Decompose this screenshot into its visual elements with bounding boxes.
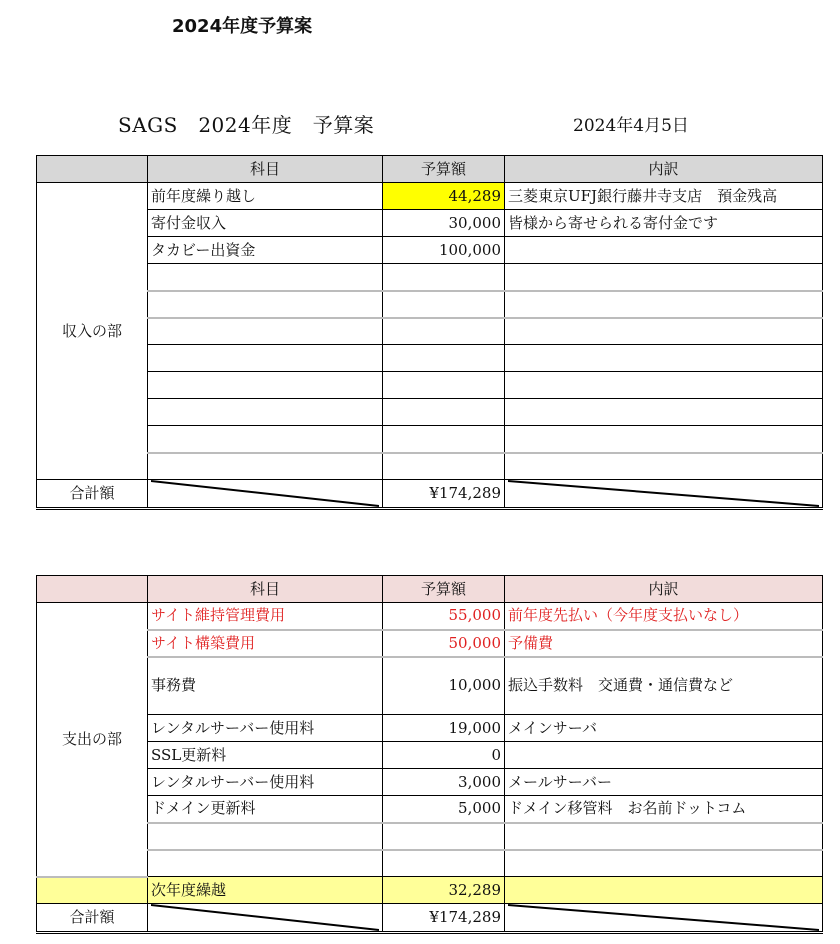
item-cell[interactable] (148, 291, 383, 318)
detail-cell[interactable] (505, 237, 823, 264)
amount-cell[interactable]: 50,000 (383, 630, 505, 657)
carryover-amount[interactable]: 32,289 (383, 877, 505, 904)
detail-cell[interactable] (505, 453, 823, 480)
diagonal-strike-cell (148, 904, 383, 933)
amount-cell[interactable]: 30,000 (383, 210, 505, 237)
item-cell[interactable]: サイト維持管理費用 (148, 603, 383, 630)
table-row (37, 657, 823, 715)
carryover-detail[interactable] (505, 877, 823, 904)
amount-cell[interactable] (383, 850, 505, 877)
carryover-item[interactable]: 次年度繰越 (148, 877, 383, 904)
expense-header-row (37, 576, 823, 603)
expense-total-label: 合計額 (37, 904, 148, 933)
detail-cell[interactable]: 皆様から寄せられる寄付金です (505, 210, 823, 237)
expense-total-amount: ¥174,289 (383, 904, 505, 933)
header-corner-cell (37, 156, 148, 183)
item-cell[interactable] (148, 426, 383, 453)
header-item: 科目 (148, 576, 383, 603)
item-cell[interactable] (148, 345, 383, 372)
item-cell[interactable] (148, 453, 383, 480)
table-row (37, 183, 823, 210)
document-heading: 2024年度予算案 (172, 16, 313, 37)
amount-cell[interactable]: 3,000 (383, 769, 505, 796)
detail-cell[interactable] (505, 426, 823, 453)
amount-cell[interactable]: 100,000 (383, 237, 505, 264)
table-row (37, 291, 823, 318)
detail-cell[interactable] (505, 318, 823, 345)
amount-cell[interactable] (383, 426, 505, 453)
amount-cell[interactable] (383, 318, 505, 345)
header-amount: 予算額 (383, 156, 505, 183)
detail-cell[interactable] (505, 850, 823, 877)
diagonal-line (151, 480, 379, 507)
table-row (37, 318, 823, 345)
item-cell[interactable]: サイト構築費用 (148, 630, 383, 657)
table-row (37, 823, 823, 850)
item-cell[interactable] (148, 399, 383, 426)
table-row (37, 210, 823, 237)
amount-cell[interactable] (383, 264, 505, 291)
header-item: 科目 (148, 156, 383, 183)
income-total-row (37, 480, 823, 509)
sheet-title: SAGS 2024年度 予算案 (118, 113, 375, 137)
detail-cell[interactable] (505, 345, 823, 372)
amount-cell[interactable] (383, 372, 505, 399)
table-row (37, 399, 823, 426)
amount-cell[interactable] (383, 291, 505, 318)
header-detail: 内訳 (505, 576, 823, 603)
table-row (37, 742, 823, 769)
income-header-row (37, 156, 823, 183)
header-corner-cell (37, 576, 148, 603)
amount-cell[interactable]: 10,000 (383, 657, 505, 715)
item-cell[interactable] (148, 850, 383, 877)
amount-cell[interactable] (383, 345, 505, 372)
table-row (37, 850, 823, 877)
income-total-amount: ¥174,289 (383, 480, 505, 509)
detail-cell[interactable] (505, 264, 823, 291)
table-row (37, 345, 823, 372)
detail-cell[interactable]: 三菱東京UFJ銀行藤井寺支店 預金残高 (505, 183, 823, 210)
income-section-label: 収入の部 (37, 183, 148, 480)
amount-cell[interactable]: 5,000 (383, 796, 505, 823)
detail-cell[interactable]: メールサーバー (505, 769, 823, 796)
detail-cell[interactable] (505, 291, 823, 318)
diagonal-line (508, 904, 819, 931)
income-table (36, 155, 823, 510)
detail-cell[interactable]: ドメイン移管料 お名前ドットコム (505, 796, 823, 823)
item-cell[interactable]: 寄付金収入 (148, 210, 383, 237)
item-cell[interactable] (148, 823, 383, 850)
expense-total-row (37, 904, 823, 933)
table-row (37, 453, 823, 480)
amount-cell[interactable]: 0 (383, 742, 505, 769)
amount-cell[interactable]: 44,289 (383, 183, 505, 210)
detail-cell[interactable]: 予備費 (505, 630, 823, 657)
carryover-label-cell (37, 877, 148, 904)
detail-cell[interactable] (505, 372, 823, 399)
item-cell[interactable]: レンタルサーバー使用料 (148, 715, 383, 742)
item-cell[interactable] (148, 372, 383, 399)
income-total-label: 合計額 (37, 480, 148, 509)
amount-cell[interactable]: 19,000 (383, 715, 505, 742)
item-cell[interactable]: レンタルサーバー使用料 (148, 769, 383, 796)
diagonal-strike-cell (505, 480, 823, 509)
detail-cell[interactable]: メインサーバ (505, 715, 823, 742)
item-cell[interactable]: タカビー出資金 (148, 237, 383, 264)
amount-cell[interactable] (383, 399, 505, 426)
item-cell[interactable] (148, 264, 383, 291)
header-amount: 予算額 (383, 576, 505, 603)
expense-section-label: 支出の部 (37, 603, 148, 877)
item-cell[interactable]: 事務費 (148, 657, 383, 715)
expense-table (36, 575, 823, 934)
table-row (37, 630, 823, 657)
table-row (37, 372, 823, 399)
item-cell[interactable] (148, 318, 383, 345)
item-cell[interactable]: 前年度繰り越し (148, 183, 383, 210)
diagonal-line (508, 480, 819, 507)
detail-cell[interactable] (505, 742, 823, 769)
diagonal-line (151, 904, 379, 931)
detail-cell[interactable] (505, 823, 823, 850)
item-cell[interactable]: SSL更新料 (148, 742, 383, 769)
table-row (37, 237, 823, 264)
detail-cell[interactable] (505, 399, 823, 426)
detail-cell[interactable]: 振込手数料 交通費・通信費など (505, 657, 823, 715)
diagonal-strike-cell (505, 904, 823, 933)
table-row (37, 264, 823, 291)
sheet-date: 2024年4月5日 (573, 116, 689, 136)
item-cell[interactable]: ドメイン更新料 (148, 796, 383, 823)
header-detail: 内訳 (505, 156, 823, 183)
amount-cell[interactable] (383, 453, 505, 480)
carryover-row (37, 877, 823, 904)
detail-cell[interactable]: 前年度先払い（今年度支払いなし） (505, 603, 823, 630)
amount-cell[interactable]: 55,000 (383, 603, 505, 630)
amount-cell[interactable] (383, 823, 505, 850)
table-row (37, 796, 823, 823)
table-row (37, 769, 823, 796)
table-row (37, 426, 823, 453)
table-row (37, 603, 823, 630)
diagonal-strike-cell (148, 480, 383, 509)
table-row (37, 715, 823, 742)
